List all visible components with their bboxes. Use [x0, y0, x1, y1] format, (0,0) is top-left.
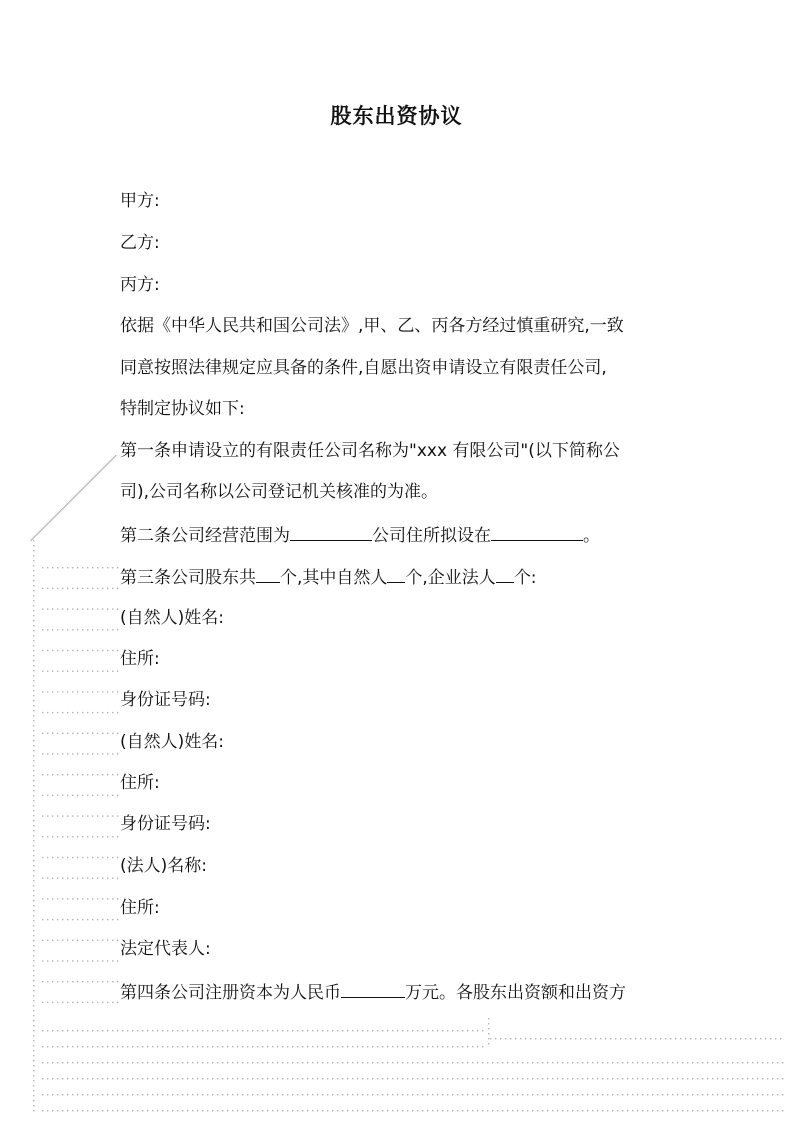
party-a-label: 甲方:: [120, 191, 160, 211]
preamble-line-3: 特制定协议如下:: [120, 399, 245, 419]
preamble-line-1: 依据《中华人民共和国公司法》,甲、乙、丙各方经过慎重研究,一致: [120, 316, 624, 336]
article-3-text-2: 个,其中自然人: [280, 568, 388, 588]
shareholder-count-blank: [256, 565, 280, 583]
legal-entity-name: (法人)名称:: [120, 856, 207, 876]
person-1-address: 住所:: [120, 649, 160, 669]
business-scope-blank: [290, 523, 372, 541]
article-2-text-3: 。: [583, 526, 600, 546]
document-title: 股东出资协议: [330, 104, 463, 128]
person-1-id: 身份证号码:: [120, 690, 211, 710]
article-1-line-2: 司),公司名称以公司登记机关核准的为准。: [120, 482, 439, 502]
party-c-label: 丙方:: [120, 275, 160, 295]
party-b-label: 乙方:: [120, 233, 160, 253]
person-1-name: (自然人)姓名:: [120, 608, 224, 628]
article-3-text-4: 个:: [513, 568, 537, 588]
legal-representative: 法定代表人:: [120, 939, 211, 959]
article-2-text-2: 公司住所拟设在: [372, 526, 491, 546]
person-2-name: (自然人)姓名:: [120, 732, 224, 752]
article-3-text-3: 个,企业法人: [405, 568, 496, 588]
legal-entity-address: 住所:: [120, 898, 160, 918]
article-1-line-1: 第一条申请设立的有限责任公司名称为"xxx 有限公司"(以下简称公: [120, 441, 620, 461]
person-2-address: 住所:: [120, 773, 160, 793]
article-2-text-1: 第二条公司经营范围为: [120, 526, 290, 546]
article-2: [120, 523, 600, 547]
person-2-id: 身份证号码:: [120, 814, 211, 834]
legal-person-count-blank: [496, 565, 514, 583]
article-4-text-2: 万元。各股东出资额和出资方: [405, 983, 626, 1003]
natural-person-count-blank: [387, 565, 405, 583]
address-blank: [491, 523, 583, 541]
registered-capital-blank: [341, 980, 405, 998]
article-4: [120, 980, 626, 1004]
article-3: [120, 565, 537, 589]
article-4-text-1: 第四条公司注册资本为人民币: [120, 983, 341, 1003]
preamble-line-2: 同意按照法律规定应具备的条件,自愿出资申请设立有限责任公司,: [120, 358, 607, 378]
article-3-text-1: 第三条公司股东共: [120, 568, 256, 588]
